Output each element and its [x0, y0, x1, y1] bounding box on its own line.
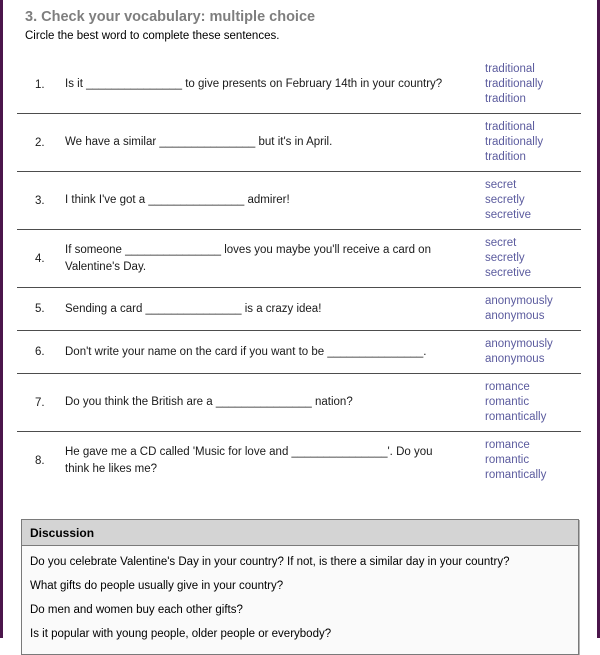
option-word: traditional [485, 121, 535, 133]
question-number: 3. [35, 194, 45, 207]
option-word: anonymously [485, 338, 553, 350]
option-word: secretive [485, 209, 532, 221]
answer-options [485, 438, 577, 483]
discussion-box [21, 519, 579, 655]
option-word: romance [485, 381, 530, 393]
question-text: I think I've got a _______________ admirer! [65, 194, 290, 206]
option-word: romantic [485, 454, 530, 466]
discussion-question: Do you celebrate Valentine's Day in your country? If not, is there a similar day in your country? [30, 556, 510, 568]
vocabulary-question-table [17, 56, 581, 489]
option-word: anonymous [485, 310, 545, 322]
question-row-7 [17, 374, 581, 432]
option-word: romantically [485, 411, 547, 423]
question-row-4 [17, 230, 581, 288]
question-row-6 [17, 331, 581, 374]
question-text: We have a similar _______________ but it's in April. [65, 136, 333, 148]
answer-options [485, 62, 577, 107]
option-word: anonymous [485, 353, 545, 365]
question-row-2 [17, 114, 581, 172]
option-word: tradition [485, 93, 526, 105]
question-row-8 [17, 432, 581, 489]
option-word: traditionally [485, 136, 544, 148]
question-text: Sending a card _______________ is a crazy idea! [65, 302, 322, 315]
question-number: 4. [35, 252, 45, 265]
option-word: anonymously [485, 295, 553, 307]
option-word: secret [485, 237, 517, 249]
option-word: secretly [485, 194, 525, 206]
option-word: secretly [485, 252, 525, 264]
question-text: Don't write your name on the card if you want to be _______________. [65, 345, 427, 358]
discussion-question: Do men and women buy each other gifts? [30, 604, 243, 616]
option-word: tradition [485, 151, 526, 163]
question-number: 1. [35, 78, 45, 91]
question-row-1 [17, 56, 581, 114]
option-word: romantic [485, 396, 530, 408]
question-number: 8. [35, 454, 45, 467]
question-number: 6. [35, 346, 45, 358]
option-word: secret [485, 179, 517, 191]
discussion-question: Is it popular with young people, older people or everybody? [30, 628, 332, 640]
question-number: 2. [35, 136, 45, 149]
answer-options [485, 178, 577, 223]
question-row-5 [17, 288, 581, 331]
question-text: Do you think the British are a _______________ nation? [65, 396, 353, 408]
option-word: traditionally [485, 78, 544, 90]
question-text: Is it _______________ to give presents on February 14th in your country? [65, 78, 443, 90]
answer-options [485, 236, 577, 281]
answer-options [485, 120, 577, 165]
question-number: 7. [35, 396, 45, 409]
question-row-3 [17, 172, 581, 230]
option-word: secretive [485, 267, 532, 279]
page-title: 3. Check your vocabulary: multiple choice [25, 9, 316, 25]
instructions-text: Circle the best word to complete these sentences. [25, 30, 280, 42]
question-text: He gave me a CD called 'Music for love and _______________'. Do you think he likes me? [65, 445, 433, 475]
answer-options [485, 380, 577, 425]
answer-options [485, 294, 577, 324]
discussion-question: What gifts do people usually give in your country? [30, 580, 284, 592]
discussion-title: Discussion [22, 520, 578, 546]
question-text: If someone _______________ loves you maybe you'll receive a card on Valentine's Day. [65, 243, 431, 273]
option-word: romantically [485, 469, 547, 481]
option-word: traditional [485, 63, 535, 75]
question-number: 5. [35, 303, 45, 315]
answer-options [485, 337, 577, 367]
option-word: romance [485, 439, 530, 451]
